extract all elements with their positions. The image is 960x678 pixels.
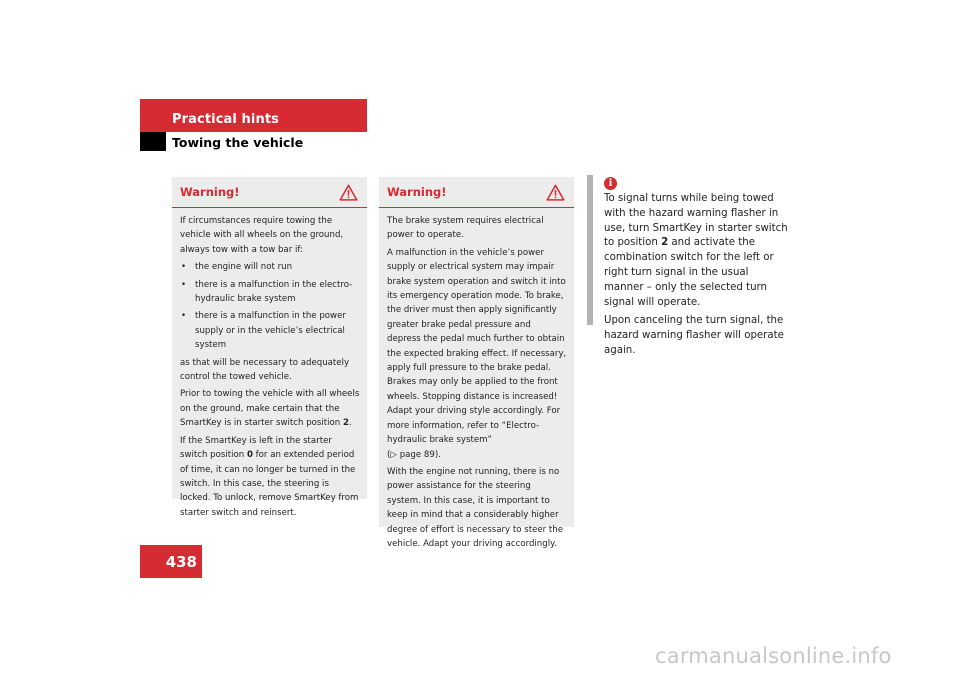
warning-body (379, 208, 574, 551)
warning-paragraph: If the SmartKey is left in the starter switch position 0 for an extended period of time, it can no longer be turned in the switch. In this case, the steering is locked. To unlock, remove SmartKey from starter switch and reinsert. (180, 435, 359, 518)
section-title: Practical hints (172, 112, 279, 127)
warning-header (379, 177, 574, 208)
bullet-icon: • (181, 311, 187, 322)
info-side-bar (587, 175, 593, 325)
info-note (604, 192, 789, 363)
warning-paragraph: A malfunction in the vehicle’s power supply or electrical system may impair brake system operation and switch it into its emergency operation mode. To brake, the driver must then apply significantly greater brake pedal pressure and depress the pedal much further to obtain the expected braking effect. If necessary, apply full pressure to the brake pedal. Brakes may only be applied to the front wheels. Stopping distance is increased! Adapt your driving style accordingly. For more information, refer to “Electro-hydraulic brake system” (▷ page 89). (387, 247, 567, 460)
info-icon: i (604, 177, 617, 190)
info-paragraph: To signal turns while being towed with the hazard warning flasher in use, turn SmartKey in starter switch to position 2 and activate the combination switch for the left or right turn signal in the usual manner – only the selected turn signal will operate. (604, 193, 788, 308)
warning-triangle-icon (546, 184, 565, 201)
page-title: Towing the vehicle (172, 135, 304, 150)
info-paragraph: Upon canceling the turn signal, the hazard warning flasher will operate again. (604, 315, 784, 356)
warning-body (172, 208, 367, 520)
subsection-marker (140, 132, 166, 151)
list-item: • the engine will not run (180, 260, 360, 274)
warning-box-towing (172, 177, 367, 518)
bullet-icon: • (181, 279, 187, 290)
warning-paragraph: as that will be necessary to adequately control the towed vehicle. (180, 357, 350, 383)
warning-triangle-icon (339, 184, 358, 201)
list-item: • there is a malfunction in the electro-hydraulic brake system (181, 279, 353, 305)
warning-paragraph: The brake system requires electrical power to operate. (387, 216, 544, 241)
warning-intro: If circumstances require towing the vehicle with all wheels on the ground, always tow with a tow bar if: (180, 216, 344, 255)
warning-paragraph: Prior to towing the vehicle with all wheels on the ground, make certain that the SmartKey is in starter switch position 2. (180, 389, 360, 429)
page-number: 438 (140, 545, 202, 578)
warning-title: Warning! (387, 185, 447, 199)
warning-paragraph: With the engine not running, there is no power assistance for the steering system. In this case, it is important to keep in mind that a considerably higher degree of effort is necessary to steer the vehicle. Adapt your driving accordingly. (387, 466, 564, 549)
watermark: carmanualsonline.info (655, 644, 892, 668)
list-item: • there is a malfunction in the power supply or in the vehicle’s electrical system (181, 311, 346, 351)
warning-header (172, 177, 367, 208)
bullet-icon: • (181, 262, 187, 273)
warning-title: Warning! (180, 185, 240, 199)
page-reference[interactable]: (▷ page 89). (387, 449, 441, 460)
warning-box-brake (379, 177, 574, 549)
warning-bullet-list (180, 260, 360, 352)
